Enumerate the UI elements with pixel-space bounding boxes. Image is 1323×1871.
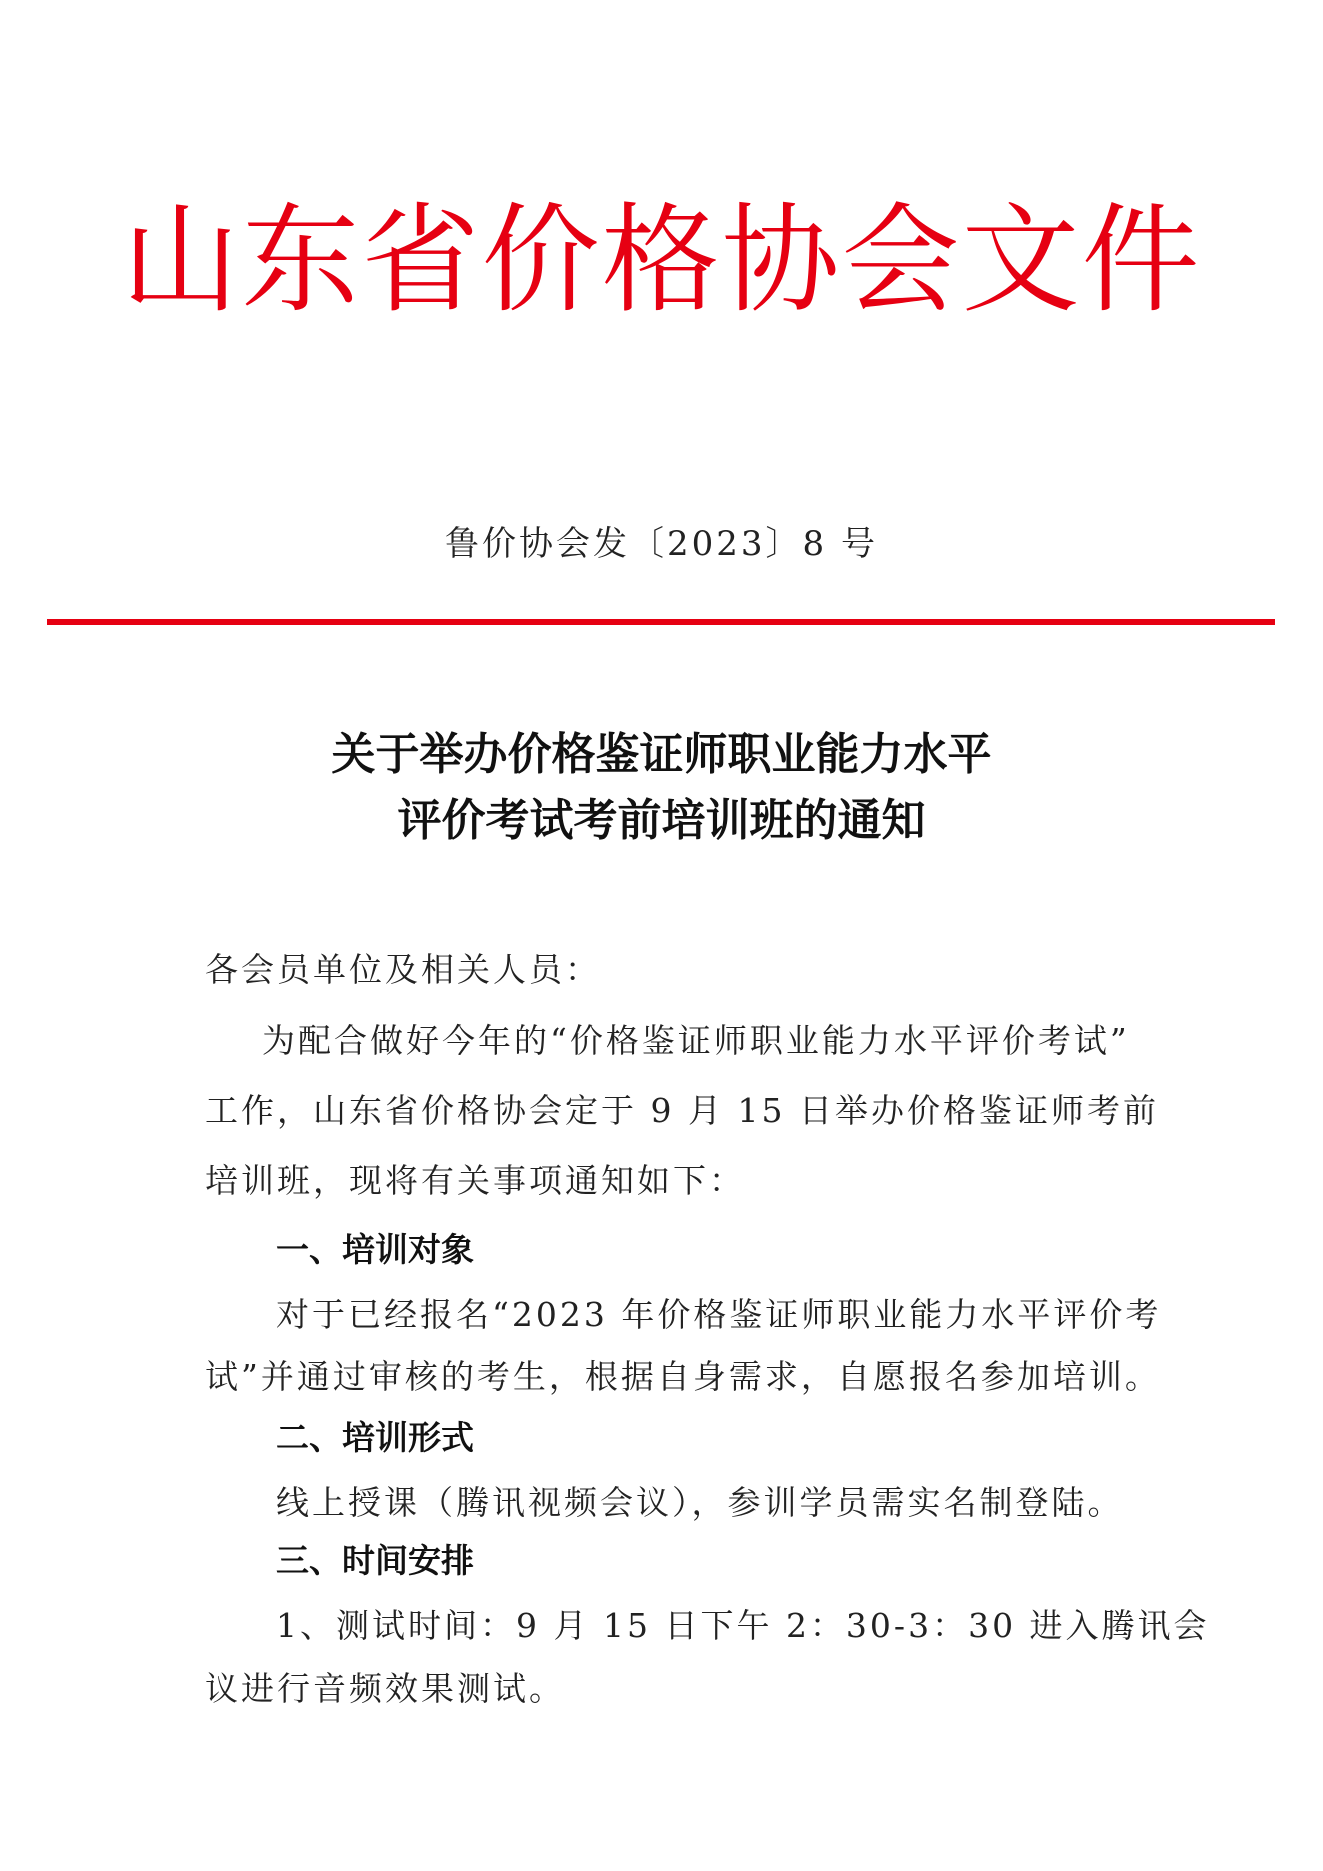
section-1-line-2: 试”并通过审核的考生，根据自身需求，自愿报名参加培训。 — [205, 1357, 1161, 1396]
masthead-title: 山东省价格协会文件 — [121, 191, 1202, 329]
section-3-line-1: 1、测试时间：9 月 15 日下午 2：30-3：30 进入腾讯会 — [276, 1606, 1210, 1645]
notice-title-line-1: 关于举办价格鉴证师职业能力水平 — [331, 729, 992, 780]
section-1-line-1: 对于已经报名“2023 年价格鉴证师职业能力水平评价考 — [276, 1295, 1162, 1334]
section-2-line-1: 线上授课（腾讯视频会议），参训学员需实名制登陆。 — [276, 1483, 1124, 1522]
section-3-line-2: 议进行音频效果测试。 — [205, 1669, 565, 1708]
salutation: 各会员单位及相关人员： — [205, 950, 601, 989]
intro-line-1: 为配合做好今年的“价格鉴证师职业能力水平评价考试” — [262, 1021, 1130, 1060]
section-heading-training-format: 二、培训形式 — [276, 1418, 474, 1457]
document-number: 鲁价协会发〔2023〕8 号 — [445, 524, 878, 564]
intro-line-2: 工作，山东省价格协会定于 9 月 15 日举办价格鉴证师考前 — [205, 1091, 1159, 1130]
notice-title — [0, 722, 1323, 854]
intro-line-3: 培训班，现将有关事项通知如下： — [205, 1161, 745, 1200]
red-divider-line — [47, 619, 1275, 625]
notice-title-line-2: 评价考试考前培训班的通知 — [397, 795, 926, 846]
section-heading-training-target: 一、培训对象 — [276, 1230, 474, 1269]
section-heading-schedule: 三、时间安排 — [276, 1541, 474, 1580]
